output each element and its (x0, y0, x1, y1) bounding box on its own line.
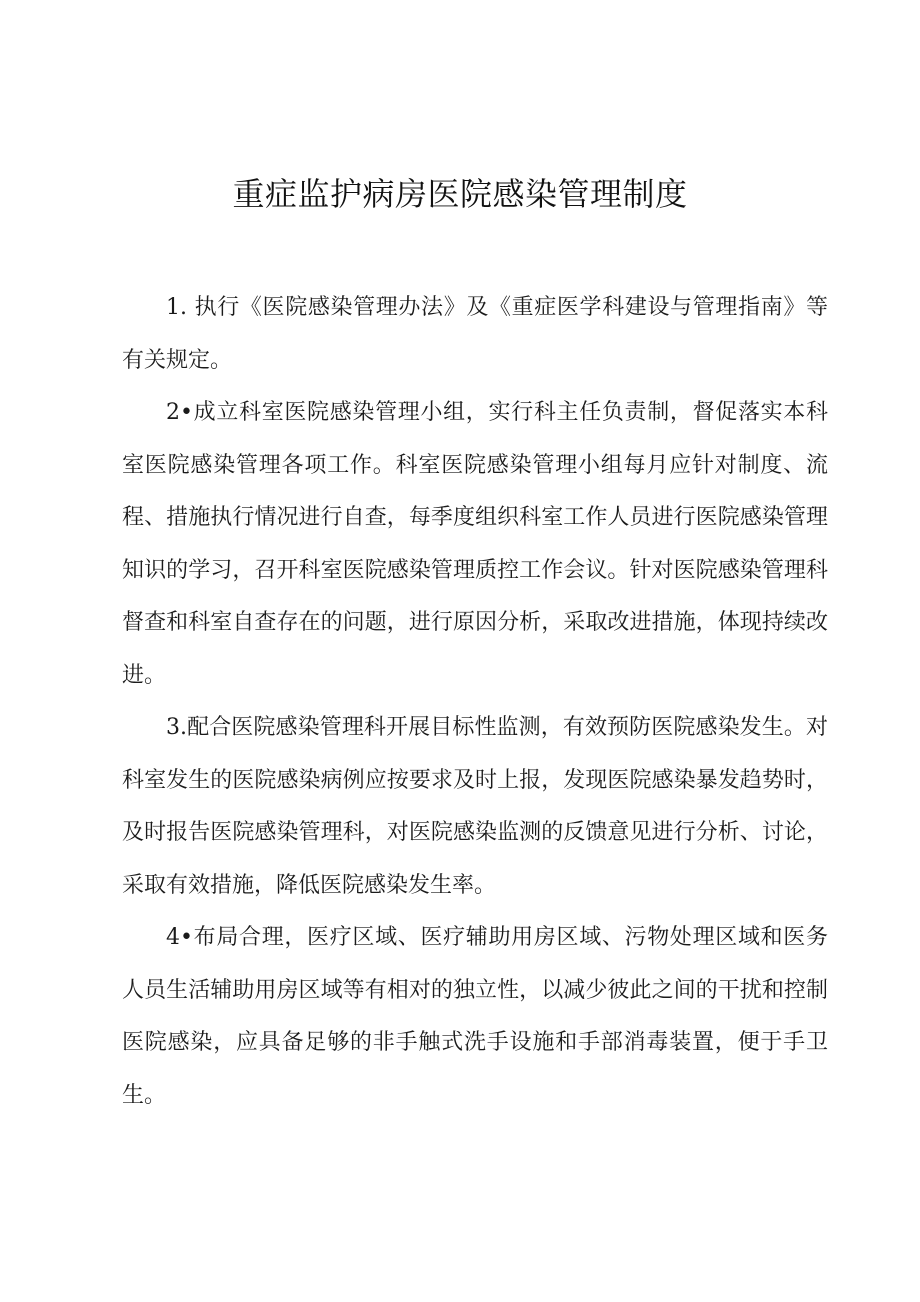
paragraph-2: 2•成立科室医院感染管理小组，实行科主任负责制，督促落实本科室医院感染管理各项工作。科室医院感染管理小组每月应针对制度、流程、措施执行情况进行自查，每季度组织科室工作人员进行医院感染管理知识的学习，召开科室医院感染管理质控工作会议。针对医院感染管理科督查和科室自查存在的问题，进行原因分析，采取改进措施，体现持续改进。 (122, 400, 828, 688)
paragraph-3: 3.配合医院感染管理科开展目标性监测，有效预防医院感染发生。对科室发生的医院感染病例应按要求及时上报，发现医院感染暴发趋势时，及时报告医院感染管理科，对医院感染监测的反馈意见进行分析、讨论，采取有效措施，降低医院感染发生率。 (122, 715, 828, 898)
paragraph-4: 4•布局合理，医疗区域、医疗辅助用房区域、污物处理区域和医务人员生活辅助用房区域等有相对的独立性，以减少彼此之间的干扰和控制医院感染，应具备足够的非手触式洗手设施和手部消毒装置，便于手卫生。 (122, 925, 828, 1108)
document-title: 重症监护病房医院感染管理制度 (232, 175, 688, 213)
paragraph-1: 1. 执行《医院感染管理办法》及《重症医学科建设与管理指南》等有关规定。 (122, 295, 828, 373)
document-body (122, 282, 828, 1122)
